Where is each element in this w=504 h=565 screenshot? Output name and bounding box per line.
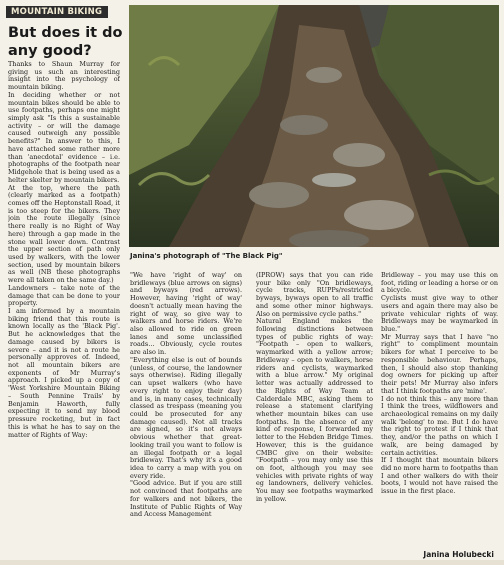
col1-paragraph: Thanks to Shaun Murray for giving us such an interesting insight into the psychology of mountain biking. bbox=[8, 61, 120, 92]
headline-line-1: But does it do bbox=[8, 25, 123, 41]
footpath-photo-image bbox=[129, 5, 499, 247]
article-column-3 bbox=[256, 272, 373, 557]
col2-paragraph: "Good advice. But if you are still not convinced that footpaths are for walkers and not bikers, the Institute of Public Rights of Way and Access Management bbox=[130, 479, 242, 519]
col3-paragraph: Natural England makes the following distinctions between types of public rights of way: "Footpath – open to walkers, waymarked with a yellow arrow; Bridleway – open to walkers, horse riders and cyclists, waymarked with a blue arrow." My original letter was actually addressed to the Rights of Way Team at Calderdale MBC, asking them to release a statement clarifying whether mountain bikes can use footpaths. In the absence of any kind of response, I forwarded my letter to the Hebden Bridge Times. However, this is the guidance CMBC give on their website: "Footpath – you may only use this on foot, although you may see vehicles with private rights of way eg landowners, delivery vehicles. You may see footpaths waymarked in yellow. bbox=[256, 317, 373, 503]
col2-paragraph: "We have 'right of way' on bridleways (blue arrows on signs) and byways (red arrows). However, having 'right of way' doesn't actually mean having the right of way, so give way to walkers and horse riders. We're also allowed to ride on green lanes and some unclassified roads… Obviously, cycle routes are also in. bbox=[130, 272, 242, 357]
col1-paragraph: At the top, where the path (clearly marked as a footpath) comes off the Heptonstall Road, it is too steep for the bikers. They join the route illegally (since there really is no Right of Way here) through a gap made in the stone wall lower down. Contrast the upper section of path only used by walkers, with the lower section, used by mountain bikers as well (NB these photographs were all taken on the same day.) bbox=[8, 183, 120, 285]
article-column-1 bbox=[8, 61, 120, 561]
col4-paragraph: If I thought that mountain bikers did no more harm to footpaths than I and other walkers do with their boots, I would not have raised the issue in the first place. bbox=[381, 456, 498, 496]
author-signature: Janina Holubecki bbox=[423, 550, 494, 559]
photo-caption: Janina's photograph of "The Black Pig" bbox=[130, 252, 283, 260]
col3-paragraph: (IPROW) says that you can ride your bike only "On bridleways, cycle tracks, RUPPs/restricted byways, byways open to all traffic and some other minor highways. Also on permissive cycle paths." bbox=[256, 272, 373, 318]
col2-paragraph: "Everything else is out of bounds (unless, of course, the landowner says otherwise). Riding illegally can upset walkers (who have every right to enjoy their day) and is, in many cases, technically classed as trespass (meaning you could be prosecuted for any damage caused). Not all tracks are signed, so it's not always obvious whether that great-looking trail you want to follow is an illegal footpath or a legal bridleway. That's why it's a good idea to carry a map with you on every ride. bbox=[130, 355, 242, 480]
col1-paragraph: In deciding whether or not mountain bikes should be able to use footpaths, perhaps one might simply ask "Is this a sustainable activity – or will the damage caused outweigh any possible benefits?" In answer to this, I have attached some rather more than 'anecdotal' evidence – i.e. photographs of the footpath near Midgehole that is being used as a helter skelter by mountain bikers. bbox=[8, 90, 120, 184]
col4-paragraph: Bridleway – you may use this on foot, riding or leading a horse or on a bicycle. bbox=[381, 272, 498, 295]
page-edge bbox=[0, 560, 504, 565]
col4-paragraph: I do not think this – any more than I think the trees, wildflowers and archaeological remains on my daily walk 'belong' to me. But I do have the right to protest if I think that they, and/or the paths on which I walk, are being damaged by certain activities. bbox=[381, 394, 498, 457]
section-tag: MOUNTAIN BIKING bbox=[6, 6, 108, 18]
col4-paragraph: Mr Murray says that I have "no right" to compliment mountain bikers for what I perceive to be responsible behaviour. Perhaps, then, I should also stop thanking dog owners for picking up after their pets! Mr Murray also infers that I think footpaths are 'mine'. bbox=[381, 332, 498, 395]
headline-line-2: any good? bbox=[8, 43, 92, 59]
article-column-4 bbox=[381, 272, 498, 542]
article-column-2 bbox=[130, 272, 242, 554]
col1-paragraph: Landowners – take note of the damage that can be done to your property. bbox=[8, 283, 120, 308]
headline bbox=[8, 24, 138, 60]
footpath-photo bbox=[129, 5, 499, 247]
col1-paragraph: I am informed by a mountain biking friend that this route is known locally as the 'Black Pig'. But he acknowledges that the damage caused by bikers is severe – and it is not a route he personally approves of. Indeed, not all mountain bikers are exponents of Mr Murray's approach. I picked up a copy of 'West Yorkshire Mountain Biking – South Pennine Trails' by Benjamin Haworth, fully expecting it to send my blood pressure rocketing, but in fact this is what he has to say on the matter of Rights of Way: bbox=[8, 307, 120, 439]
col4-paragraph: Cyclists must give way to other users and again there may also be private vehicular rights of way. Bridleways may be waymarked in blue." bbox=[381, 294, 498, 334]
